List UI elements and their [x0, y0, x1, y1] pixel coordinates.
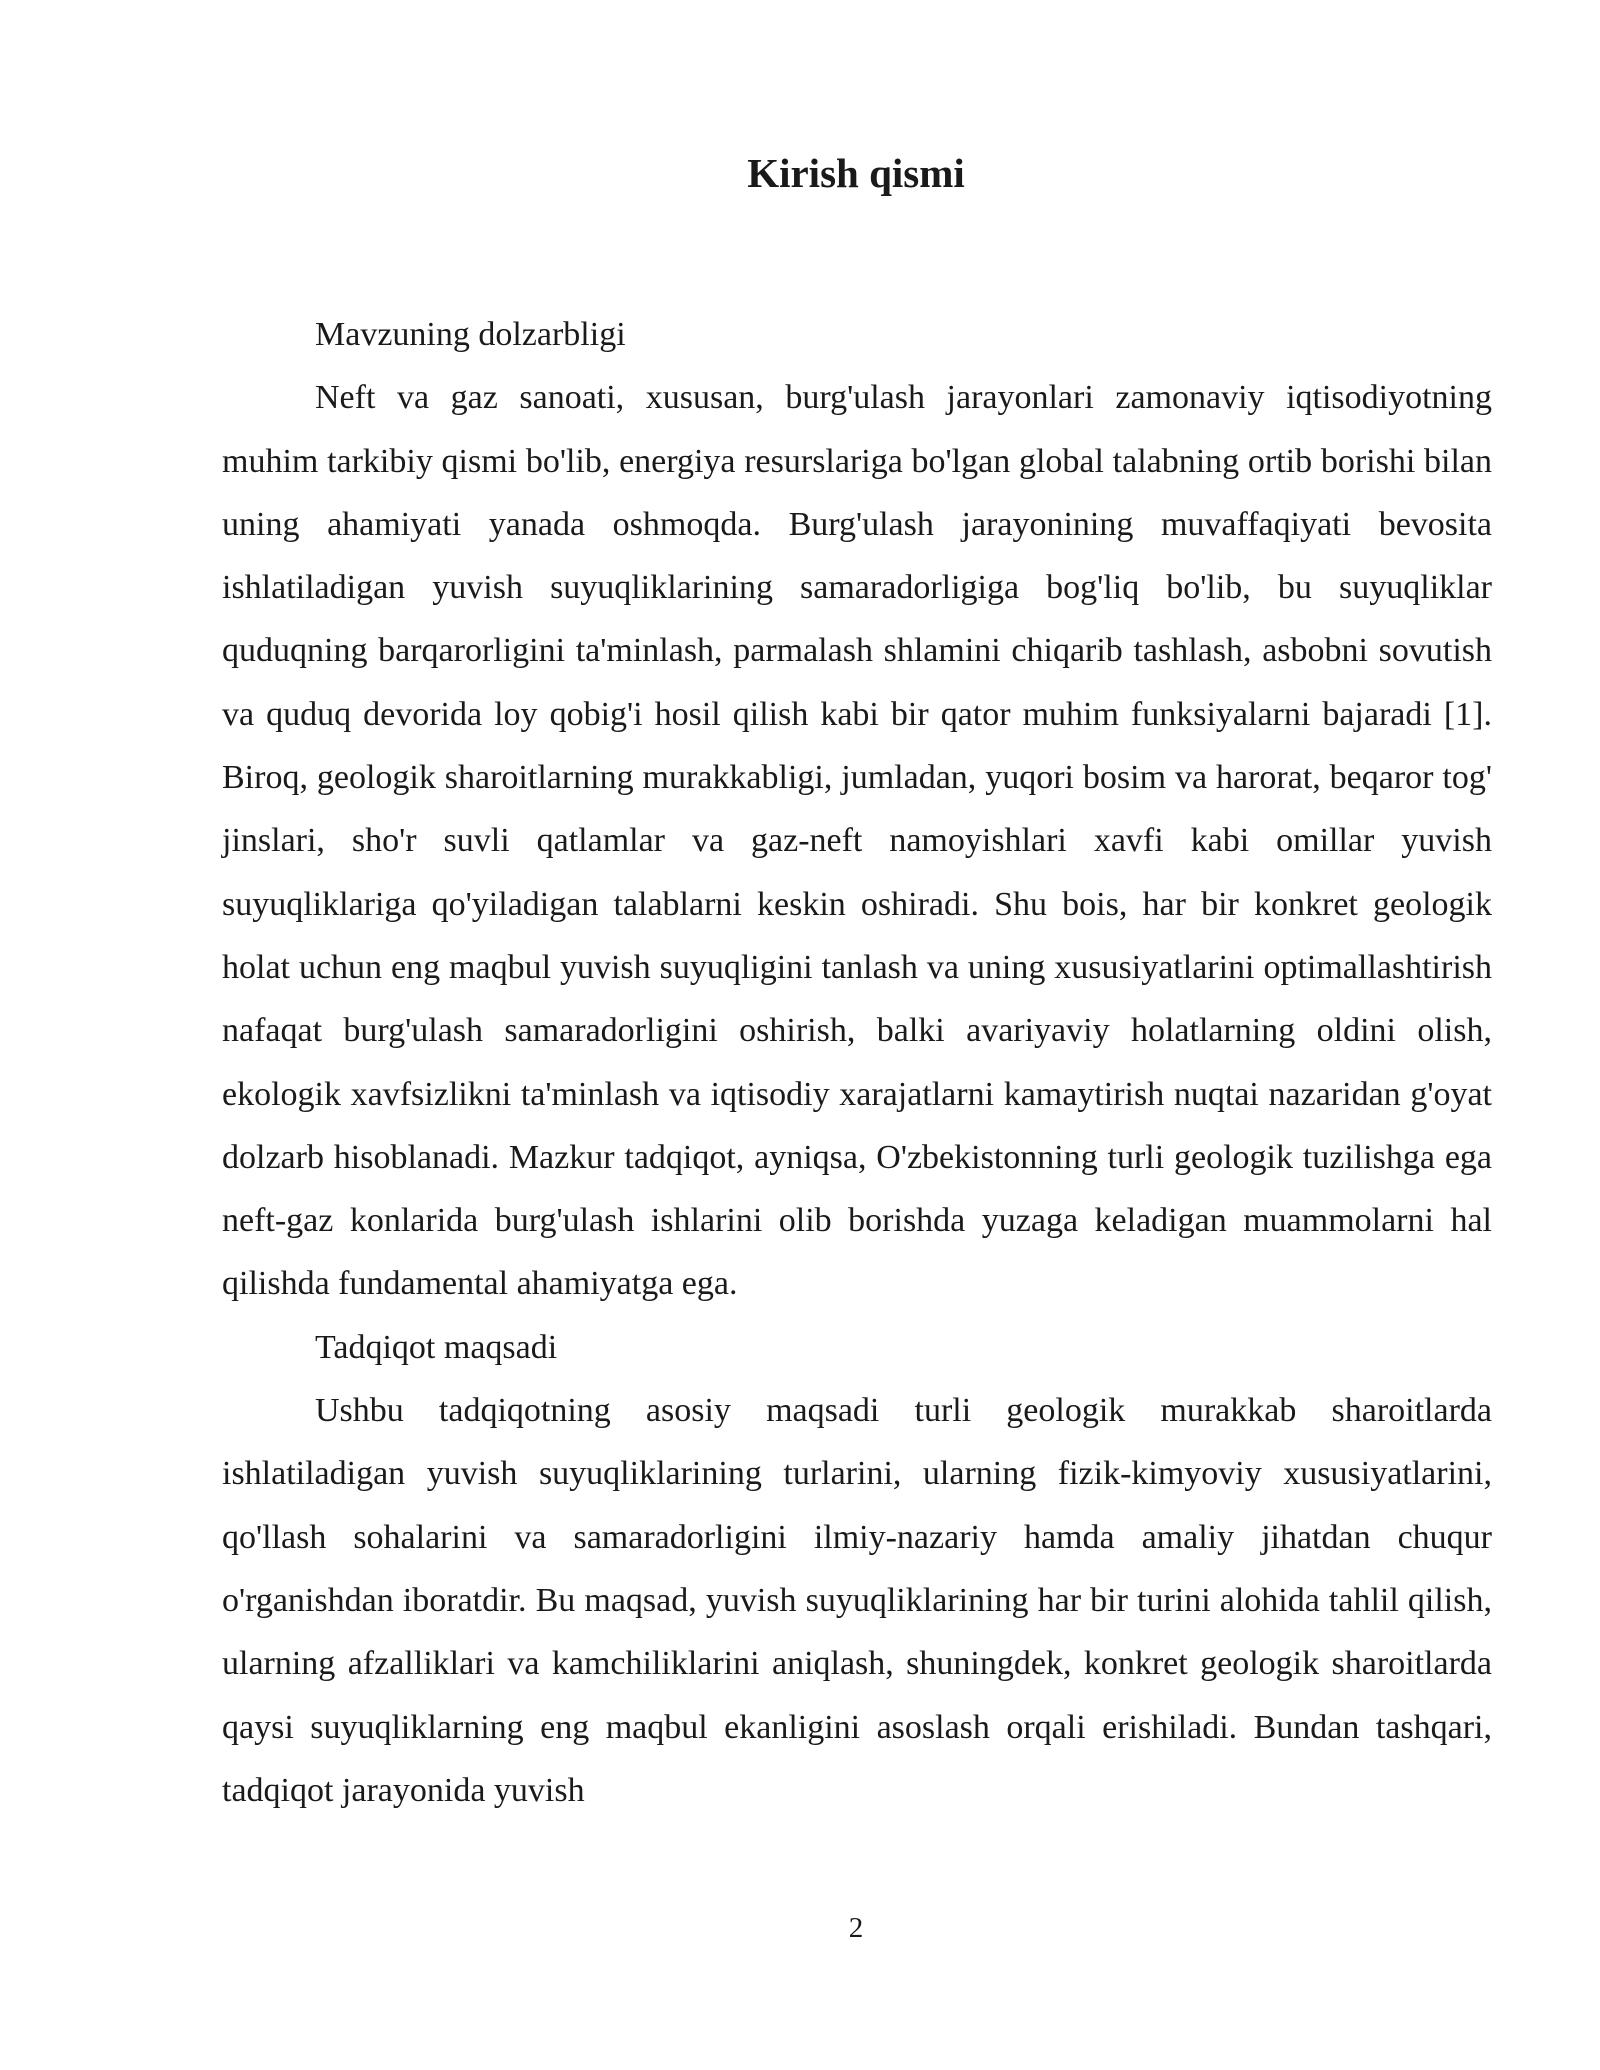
page-number: 2 — [848, 1912, 864, 1944]
document-body — [222, 303, 1492, 1822]
section-heading-research-goal: Tadqiqot maqsadi — [315, 1328, 558, 1366]
section-paragraph-relevance: Neft va gaz sanoati, xususan, burg'ulash jarayonlari zamonaviy iqtisodiyotning muhim tarkibiy qismi bo'lib, energiya resurslariga bo'lgan global talabning ortib borishi bilan uning ahamiyati yanada oshmoqda. Burg'ulash jarayonining muvaffaqiyati bevosita ishlatiladigan yuvish suyuqliklarining samaradorligiga bog'liq bo'lib, bu suyuqliklar quduqning barqarorligini ta'minlash, parmalash shlamini chiqarib tashlash, asbobni sovutish va quduq devorida loy qobig'i hosil qilish kabi bir qator muhim funksiyalarni bajaradi [1]. Biroq, geologik sharoitlarning murakkabligi, jumladan, yuqori bosim va harorat, beqaror tog' jinslari, sho'r suvli qatlamlar va gaz-neft namoyishlari xavfi kabi omillar yuvish suyuqliklariga qo'yiladigan talablarni keskin oshiradi. Shu bois, har bir konkret geologik holat uchun eng maqbul yuvish suyuqligini tanlash va uning xususiyatlarini optimallashtirish nafaqat burg'ulash samaradorligini oshirish, balki avariyaviy holatlarning oldini olish, ekologik xavfsizlikni ta'minlash va iqtisodiy xarajatlarni kamaytirish nuqtai nazaridan g'oyat dolzarb hisoblanadi. Mazkur tadqiqot, ayniqsa, O'zbekistonning turli geologik tuzilishga ega neft-gaz konlarida burg'ulash ishlarini olib borishda yuzaga keladigan muammolarni hal qilishda fundamental ahamiyatga ega. — [222, 379, 1492, 1303]
section-paragraph-research-goal: Ushbu tadqiqotning asosiy maqsadi turli geologik murakkab sharoitlarda ishlatiladigan yuvish suyuqliklarining turlarini, ularning fizik-kimyoviy xususiyatlarini, qo'llash sohalarini va samaradorligini ilmiy-nazariy hamda amaliy jihatdan chuqur o'rganishdan iboratdir. Bu maqsad, yuvish suyuqliklarining har bir turini alohida tahlil qilish, ularning afzalliklari va kamchiliklarini aniqlash, shuningdek, konkret geologik sharoitlarda qaysi suyuqliklarning eng maqbul ekanligini asoslash orqali erishiladi. Bundan tashqari, tadqiqot jarayonida yuvish — [222, 1392, 1492, 1809]
page-title: Kirish qismi — [747, 150, 965, 196]
section-heading-relevance: Mavzuning dolzarbligi — [315, 316, 626, 353]
